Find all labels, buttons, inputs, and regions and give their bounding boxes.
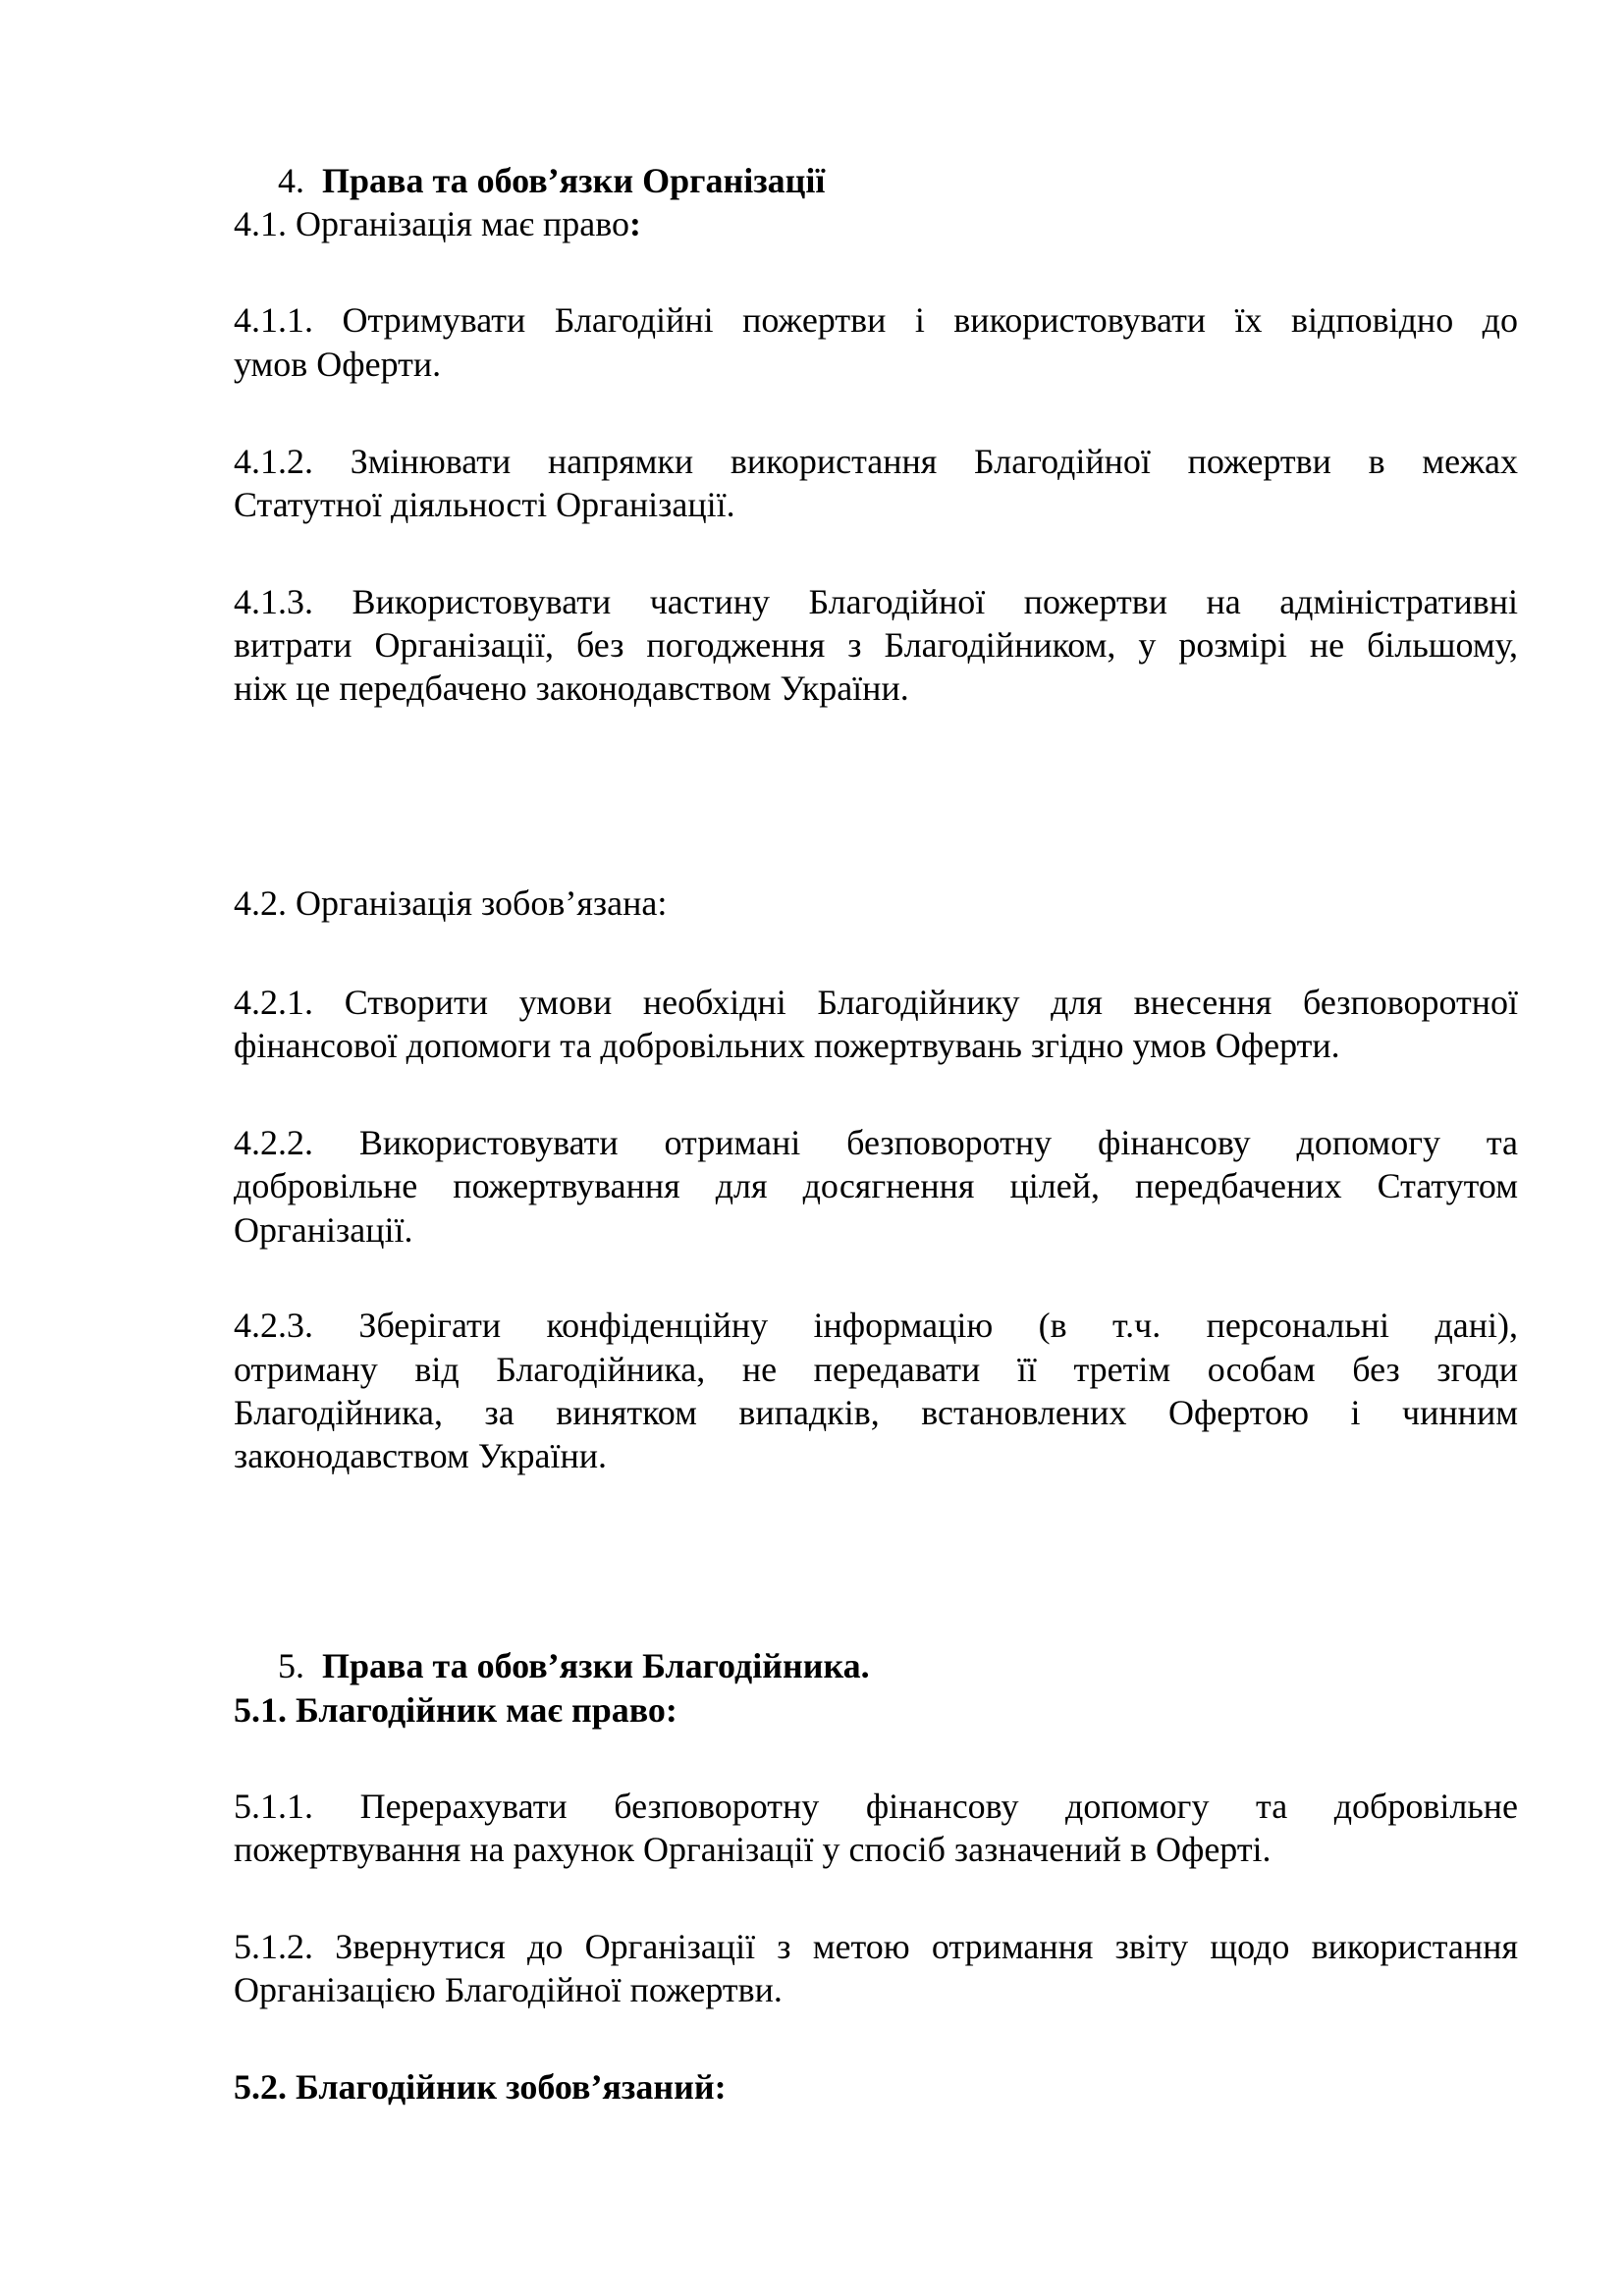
clause-4-2-3-line-3: Благодійника, за винятком випадків, встановлених Офертою і чинним — [234, 1393, 1518, 1432]
clause-4-1-2-line-1: 4.1.2. Змінювати напрямки використання Благодійної пожертви в межах — [234, 442, 1518, 481]
clause-4-1-2-line-2: Статутної діяльності Організації. — [234, 485, 735, 524]
clause-5-2-heading: 5.2. Благодійник зобов’язаний: — [234, 2067, 727, 2107]
clause-4-2-1-line-2: фінансової допомоги та добровільних пожертвувань згідно умов Оферти. — [234, 1026, 1340, 1065]
clause-4-2-3-line-1: 4.2.3. Зберігати конфіденційну інформацію (в т.ч. персональні дані), — [234, 1306, 1518, 1345]
clause-4-2-2-line-3: Організації. — [234, 1210, 413, 1250]
clause-4-1-heading: 4.1. Організація має право: — [234, 204, 641, 243]
clause-4-1-1-line-1: 4.1.1. Отримувати Благодійні пожертви і використовувати їх відповідно до — [234, 300, 1518, 340]
section-4-number: 4. — [278, 161, 304, 200]
section-5-heading — [278, 1644, 1562, 1688]
clause-4-2-heading: 4.2. Організація зобов’язана: — [234, 883, 668, 923]
clause-5-1-1-line-2: пожертвування на рахунок Організації у спосіб зазначений в Оферті. — [234, 1830, 1272, 1869]
clause-4-2-2-line-2: добровільне пожертвування для досягнення цілей, передбачених Статутом — [234, 1166, 1518, 1205]
clause-4-1-1-line-2: умов Оферти. — [234, 345, 442, 384]
clause-4-2-2-line-1: 4.2.2. Використовувати отримані безповоротну фінансову допомогу та — [234, 1123, 1518, 1162]
clause-4-1-3-line-1: 4.1.3. Використовувати частину Благодійної пожертви на адміністративні — [234, 582, 1518, 621]
section-5-number: 5. — [278, 1646, 304, 1685]
clause-4-2-3-line-2: отриману від Благодійника, не передавати її третім особам без згоди — [234, 1350, 1518, 1389]
clause-5-1-2-line-2: Організацією Благодійної пожертви. — [234, 1970, 783, 2009]
section-5-title: Права та обов’язки Благодійника. — [322, 1646, 870, 1685]
clause-5-1-heading: 5.1. Благодійник має право: — [234, 1690, 677, 1730]
section-4-title: Права та обов’язки Організації — [322, 161, 826, 200]
clause-4-2-1-line-1: 4.2.1. Створити умови необхідні Благодійнику для внесення безповоротної — [234, 983, 1518, 1022]
clause-4-2-3-line-4: законодавством України. — [234, 1436, 608, 1475]
clause-5-1-2-line-1: 5.1.2. Звернутися до Організації з метою отримання звіту щодо використання — [234, 1927, 1518, 1966]
clause-5-1-1-line-1: 5.1.1. Перерахувати безповоротну фінансову допомогу та добровільне — [234, 1787, 1518, 1826]
clause-4-1-3-line-2: витрати Організації, без погодження з Благодійником, у розмірі не більшому, — [234, 625, 1518, 665]
section-4-heading — [278, 159, 1562, 203]
clause-4-1-3-line-3: ніж це передбачено законодавством України. — [234, 668, 909, 708]
